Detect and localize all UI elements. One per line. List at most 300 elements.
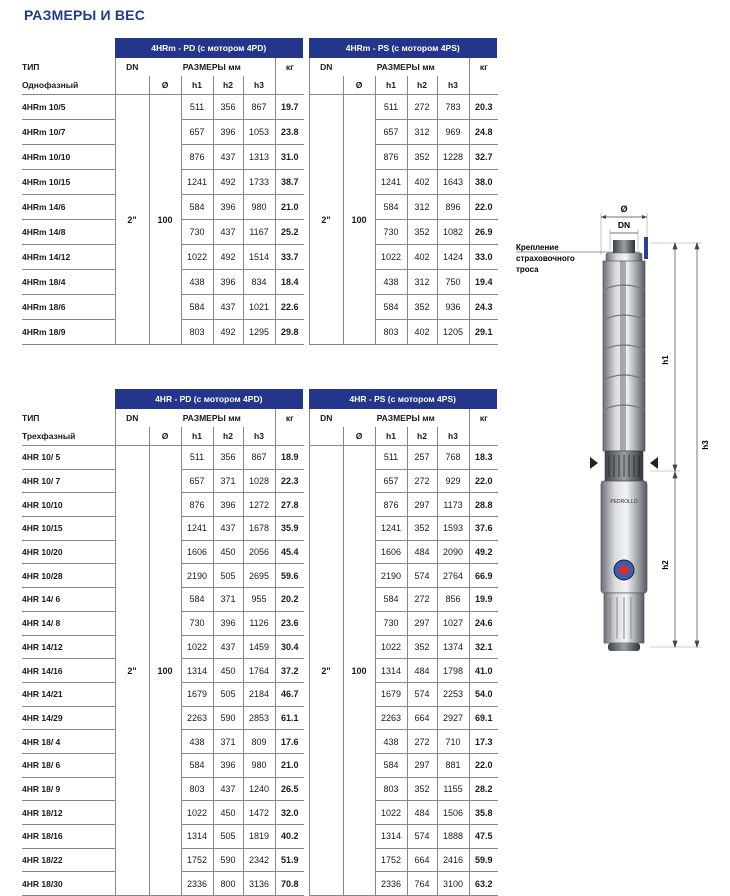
weight-value: 22.3: [275, 469, 304, 493]
h2-value: 272: [407, 588, 437, 612]
pump-illustration: [590, 240, 658, 651]
table-row: [22, 295, 498, 320]
h2-value: 574: [407, 682, 437, 706]
table-row: [22, 245, 498, 270]
h3-value: 1374: [437, 635, 469, 659]
h1-value: 1679: [181, 682, 213, 706]
h3-value: 1053: [243, 120, 275, 145]
h1-value: 1606: [181, 540, 213, 564]
dn-value: 2": [115, 95, 149, 345]
page-title: РАЗМЕРЫ И ВЕС: [24, 7, 146, 23]
h3-value: 1021: [243, 295, 275, 320]
h2-value: 396: [213, 611, 243, 635]
group-header-ps: 4HRm - PS (с мотором 4PS): [309, 38, 498, 58]
blank-cell: [304, 611, 309, 635]
blank-cell: [22, 389, 115, 409]
table-row: [22, 517, 498, 541]
table-row: [22, 564, 498, 588]
h3-value: 1167: [243, 220, 275, 245]
pump-type: 4HR 10/ 7: [22, 469, 115, 493]
weight-value: 33.0: [469, 245, 498, 270]
h3-value: 867: [243, 95, 275, 120]
table-row: [22, 270, 498, 295]
h2-value: 371: [213, 469, 243, 493]
h3-value: 1643: [437, 170, 469, 195]
h2-value: 764: [407, 872, 437, 896]
weight-value: 29.1: [469, 320, 498, 345]
table-row: [22, 659, 498, 683]
h1-value: 1679: [375, 682, 407, 706]
h3-value: 2090: [437, 540, 469, 564]
dn-value: 2": [309, 95, 343, 345]
h3-value: 768: [437, 446, 469, 470]
column-header-dn: DN: [309, 58, 343, 76]
h2-value: 492: [213, 170, 243, 195]
blank-cell: [304, 145, 309, 170]
weight-value: 22.0: [469, 195, 498, 220]
blank-cell: [304, 801, 309, 825]
column-header-diameter: Ø: [149, 76, 181, 95]
h1-value: 1752: [375, 848, 407, 872]
h1-value: 876: [181, 145, 213, 170]
table-row: [22, 753, 498, 777]
column-header-phase: Трехфазный: [22, 427, 115, 446]
column-header-diameter: Ø: [343, 76, 375, 95]
h2-value: 450: [213, 801, 243, 825]
h3-value: 2927: [437, 706, 469, 730]
weight-value: 38.7: [275, 170, 304, 195]
pump-type: 4HRm 10/15: [22, 170, 115, 195]
h1-value: 1314: [375, 825, 407, 849]
h1-value: 1606: [375, 540, 407, 564]
weight-value: 59.9: [469, 848, 498, 872]
h1-value: 1241: [375, 517, 407, 541]
pump-type: 4HR 10/28: [22, 564, 115, 588]
h1-value: 2190: [181, 564, 213, 588]
h2-value: 664: [407, 706, 437, 730]
column-header-h2: h2: [213, 427, 243, 446]
blank-cell: [22, 38, 115, 58]
h1-value: 511: [375, 95, 407, 120]
weight-value: 26.9: [469, 220, 498, 245]
h1-value: 1022: [375, 635, 407, 659]
group-header-pd: 4HR - PD (с мотором 4PD): [115, 389, 304, 409]
h1-value: 2263: [375, 706, 407, 730]
blank-cell: [304, 493, 309, 517]
column-header-sizes: РАЗМЕРЫ мм: [376, 413, 435, 423]
h3-value: 1593: [437, 517, 469, 541]
h2-value: 437: [213, 635, 243, 659]
pump-type: 4HR 18/ 6: [22, 753, 115, 777]
weight-value: 37.6: [469, 517, 498, 541]
h2-value: 356: [213, 446, 243, 470]
h1-value: 584: [375, 295, 407, 320]
column-header-sizes: РАЗМЕРЫ мм: [182, 413, 241, 423]
callout-line-3: троса: [516, 265, 539, 274]
table-row: [22, 682, 498, 706]
diameter-label: Ø: [620, 204, 628, 214]
weight-value: 26.5: [275, 777, 304, 801]
weight-value: 27.8: [275, 493, 304, 517]
pump-type: 4HRm 18/9: [22, 320, 115, 345]
h2-value: 437: [213, 295, 243, 320]
h2-value: 312: [407, 120, 437, 145]
blank-cell: [304, 517, 309, 541]
h2-value: 402: [407, 245, 437, 270]
blank-cell: [304, 120, 309, 145]
pump-type: 4HR 10/10: [22, 493, 115, 517]
diameter-value: 100: [343, 95, 375, 345]
column-header-phase: Однофазный: [22, 76, 115, 95]
h1-value: 1022: [181, 635, 213, 659]
weight-value: 19.4: [469, 270, 498, 295]
h1-value: 876: [375, 493, 407, 517]
h1-value: 1022: [375, 245, 407, 270]
h2-value: 664: [407, 848, 437, 872]
weight-value: 21.0: [275, 195, 304, 220]
h3-value: 1459: [243, 635, 275, 659]
h3-value: 1888: [437, 825, 469, 849]
weight-value: 59.6: [275, 564, 304, 588]
h1-value: 511: [181, 446, 213, 470]
group-header-ps: 4HR - PS (с мотором 4PS): [309, 389, 498, 409]
h3-value: 834: [243, 270, 275, 295]
column-header-h1: h1: [375, 76, 407, 95]
h3-value: 1272: [243, 493, 275, 517]
h3-value: 1819: [243, 825, 275, 849]
h3-value: 783: [437, 95, 469, 120]
table-row: [22, 446, 498, 470]
blank-cell: [304, 635, 309, 659]
h1-value: 876: [181, 493, 213, 517]
table-row: [22, 469, 498, 493]
h1-value: 511: [375, 446, 407, 470]
h3-value: 980: [243, 195, 275, 220]
h1-value: 657: [375, 120, 407, 145]
h1-value: 657: [375, 469, 407, 493]
h1-value: 1022: [181, 245, 213, 270]
h1-value: 2263: [181, 706, 213, 730]
h1-value: 438: [181, 270, 213, 295]
h2-value: 492: [213, 320, 243, 345]
h1-value: 803: [375, 777, 407, 801]
blank-cell: [304, 564, 309, 588]
weight-value: 47.5: [469, 825, 498, 849]
h1-value: 2336: [375, 872, 407, 896]
pump-type: 4HRm 14/12: [22, 245, 115, 270]
pump-type: 4HR 18/16: [22, 825, 115, 849]
blank-cell: [304, 706, 309, 730]
blank-cell: [275, 76, 304, 95]
h2-value: 352: [407, 777, 437, 801]
column-header-type: ТИП: [22, 413, 40, 423]
weight-value: 22.0: [469, 469, 498, 493]
blank-cell: [304, 295, 309, 320]
pump-type: 4HRm 14/8: [22, 220, 115, 245]
h2-value: 450: [213, 540, 243, 564]
weight-value: 17.6: [275, 730, 304, 754]
pump-type: 4HRm 10/5: [22, 95, 115, 120]
table-row: [22, 777, 498, 801]
h3-value: 1506: [437, 801, 469, 825]
blank-cell: [304, 872, 309, 896]
h2-value: 272: [407, 469, 437, 493]
blank-cell: [304, 195, 309, 220]
weight-value: 69.1: [469, 706, 498, 730]
weight-value: 37.2: [275, 659, 304, 683]
h3-value: 1126: [243, 611, 275, 635]
blank-cell: [275, 427, 304, 446]
weight-value: 32.7: [469, 145, 498, 170]
h3-value: 809: [243, 730, 275, 754]
h3-value: 2253: [437, 682, 469, 706]
pump-type: 4HR 18/22: [22, 848, 115, 872]
table-row: [22, 825, 498, 849]
column-header-h1: h1: [375, 427, 407, 446]
column-header-h2: h2: [407, 427, 437, 446]
h3-value: 2056: [243, 540, 275, 564]
weight-value: 31.0: [275, 145, 304, 170]
h3-value: 710: [437, 730, 469, 754]
h3-value: 2695: [243, 564, 275, 588]
single-phase-dimensions-table: [22, 38, 500, 345]
h2-value: 505: [213, 564, 243, 588]
weight-value: 32.1: [469, 635, 498, 659]
pump-type: 4HR 10/ 5: [22, 446, 115, 470]
blank-cell: [115, 427, 149, 446]
h3-value: 1205: [437, 320, 469, 345]
h1-value: 730: [181, 611, 213, 635]
h3-value: 936: [437, 295, 469, 320]
h2-value: 484: [407, 801, 437, 825]
h1-value: 1241: [181, 170, 213, 195]
column-header-type: ТИП: [22, 62, 40, 72]
h3-value: 881: [437, 753, 469, 777]
column-header-h3: h3: [437, 427, 469, 446]
h2-value: 352: [407, 517, 437, 541]
blank-cell: [304, 540, 309, 564]
h1-value: 438: [375, 730, 407, 754]
weight-value: 32.0: [275, 801, 304, 825]
h3-value: 1514: [243, 245, 275, 270]
pump-type: 4HR 18/ 9: [22, 777, 115, 801]
h1-value: 1022: [375, 801, 407, 825]
h2-value: 396: [213, 753, 243, 777]
h2-value: 484: [407, 540, 437, 564]
column-header-dn: DN: [309, 409, 343, 427]
pump-type: 4HR 10/20: [22, 540, 115, 564]
h3-value: 1155: [437, 777, 469, 801]
weight-value: 51.9: [275, 848, 304, 872]
blank-cell: [304, 777, 309, 801]
weight-value: 24.3: [469, 295, 498, 320]
h1-value: 584: [375, 588, 407, 612]
h3-value: 1028: [243, 469, 275, 493]
h2-value: 297: [407, 611, 437, 635]
weight-value: 18.9: [275, 446, 304, 470]
weight-value: 46.7: [275, 682, 304, 706]
brand-label: PEDROLLO: [610, 499, 638, 505]
column-header-dn: DN: [115, 409, 149, 427]
table-row: [22, 170, 498, 195]
h1-value: 876: [375, 145, 407, 170]
h2-value: 590: [213, 706, 243, 730]
h1-value: 1241: [375, 170, 407, 195]
pump-type: 4HR 14/29: [22, 706, 115, 730]
blank-cell: [469, 427, 498, 446]
weight-value: 45.4: [275, 540, 304, 564]
weight-value: 41.0: [469, 659, 498, 683]
blank-cell: [304, 270, 309, 295]
three-phase-dimensions-table: [22, 389, 500, 896]
h1-value: 730: [375, 220, 407, 245]
h2-value: 352: [407, 295, 437, 320]
h1-value: 803: [181, 320, 213, 345]
h1-value: 657: [181, 469, 213, 493]
pump-type: 4HR 14/12: [22, 635, 115, 659]
h1-value: 584: [181, 295, 213, 320]
column-header-kg: кг: [469, 58, 498, 76]
column-header-h2: h2: [213, 76, 243, 95]
table-row: [22, 848, 498, 872]
weight-value: 29.8: [275, 320, 304, 345]
h2-value: 402: [407, 170, 437, 195]
h3-value: 3136: [243, 872, 275, 896]
table-row: [22, 611, 498, 635]
table-row: [22, 320, 498, 345]
pump-type: 4HR 18/12: [22, 801, 115, 825]
table-row: [22, 493, 498, 517]
h2-value: 574: [407, 564, 437, 588]
h3-value: 2416: [437, 848, 469, 872]
blank-cell: [304, 848, 309, 872]
blank-cell: [115, 76, 149, 95]
h3-value: 2184: [243, 682, 275, 706]
column-header-h3: h3: [243, 427, 275, 446]
dn-value: 2": [309, 446, 343, 896]
table-row: [22, 195, 498, 220]
blank-cell: [304, 170, 309, 195]
h3-value: 1240: [243, 777, 275, 801]
h2-value: 437: [213, 145, 243, 170]
table-row: [22, 220, 498, 245]
column-header-diameter: Ø: [343, 427, 375, 446]
pump-type: 4HR 18/ 4: [22, 730, 115, 754]
h2-value: 484: [407, 659, 437, 683]
h1-value: 438: [375, 270, 407, 295]
h2-value: 492: [213, 245, 243, 270]
column-header-sizes: РАЗМЕРЫ мм: [376, 62, 435, 72]
weight-value: 22.0: [469, 753, 498, 777]
weight-value: 70.8: [275, 872, 304, 896]
pump-type: 4HR 14/16: [22, 659, 115, 683]
h2-value: 396: [213, 195, 243, 220]
h2-value: 352: [407, 635, 437, 659]
h3-value: 1082: [437, 220, 469, 245]
column-header-h3: h3: [243, 76, 275, 95]
weight-value: 21.0: [275, 753, 304, 777]
weight-value: 40.2: [275, 825, 304, 849]
column-header-kg: кг: [275, 58, 304, 76]
h3-value: 1798: [437, 659, 469, 683]
table-row: [22, 801, 498, 825]
dn-value: 2": [115, 446, 149, 896]
h1-value: 1752: [181, 848, 213, 872]
weight-value: 19.9: [469, 588, 498, 612]
weight-value: 49.2: [469, 540, 498, 564]
weight-value: 24.8: [469, 120, 498, 145]
h2-value: 450: [213, 659, 243, 683]
h1-value: 584: [181, 753, 213, 777]
h1-value: 657: [181, 120, 213, 145]
blank-cell: [304, 245, 309, 270]
weight-value: 33.7: [275, 245, 304, 270]
h3-value: 1733: [243, 170, 275, 195]
pump-type: 4HR 14/ 6: [22, 588, 115, 612]
pump-dimension-diagram: [510, 195, 730, 665]
table-row: [22, 120, 498, 145]
h1-value: 511: [181, 95, 213, 120]
h2-value: 272: [407, 95, 437, 120]
table-row: [22, 706, 498, 730]
h2-value: 312: [407, 195, 437, 220]
weight-value: 23.8: [275, 120, 304, 145]
weight-value: 19.7: [275, 95, 304, 120]
h1-label: h1: [661, 355, 670, 365]
h2-value: 437: [213, 777, 243, 801]
h1-value: 584: [181, 588, 213, 612]
h2-value: 402: [407, 320, 437, 345]
pump-type: 4HRm 10/7: [22, 120, 115, 145]
h1-value: 438: [181, 730, 213, 754]
table-row: [22, 145, 498, 170]
pump-type: 4HR 18/30: [22, 872, 115, 896]
h3-value: 980: [243, 753, 275, 777]
weight-value: 24.6: [469, 611, 498, 635]
h3-value: 969: [437, 120, 469, 145]
column-header-h1: h1: [181, 76, 213, 95]
weight-value: 18.3: [469, 446, 498, 470]
h2-value: 356: [213, 95, 243, 120]
h2-value: 396: [213, 270, 243, 295]
blank-cell: [304, 753, 309, 777]
h2-value: 352: [407, 145, 437, 170]
h2-value: 312: [407, 270, 437, 295]
weight-value: 23.6: [275, 611, 304, 635]
weight-value: 18.4: [275, 270, 304, 295]
table-row: [22, 635, 498, 659]
weight-value: 25.2: [275, 220, 304, 245]
weight-value: 61.1: [275, 706, 304, 730]
h3-value: 2764: [437, 564, 469, 588]
pump-type: 4HRm 14/6: [22, 195, 115, 220]
column-header-h2: h2: [407, 76, 437, 95]
h1-value: 2190: [375, 564, 407, 588]
h3-value: 867: [243, 446, 275, 470]
blank-cell: [304, 320, 309, 345]
h3-label: h3: [701, 440, 710, 450]
diameter-value: 100: [343, 446, 375, 896]
h1-value: 730: [181, 220, 213, 245]
blank-cell: [309, 76, 343, 95]
blank-cell: [309, 427, 343, 446]
h1-value: 803: [181, 777, 213, 801]
weight-value: 20.3: [469, 95, 498, 120]
weight-value: 63.2: [469, 872, 498, 896]
h3-value: 750: [437, 270, 469, 295]
h3-value: 2342: [243, 848, 275, 872]
h2-value: 437: [213, 220, 243, 245]
